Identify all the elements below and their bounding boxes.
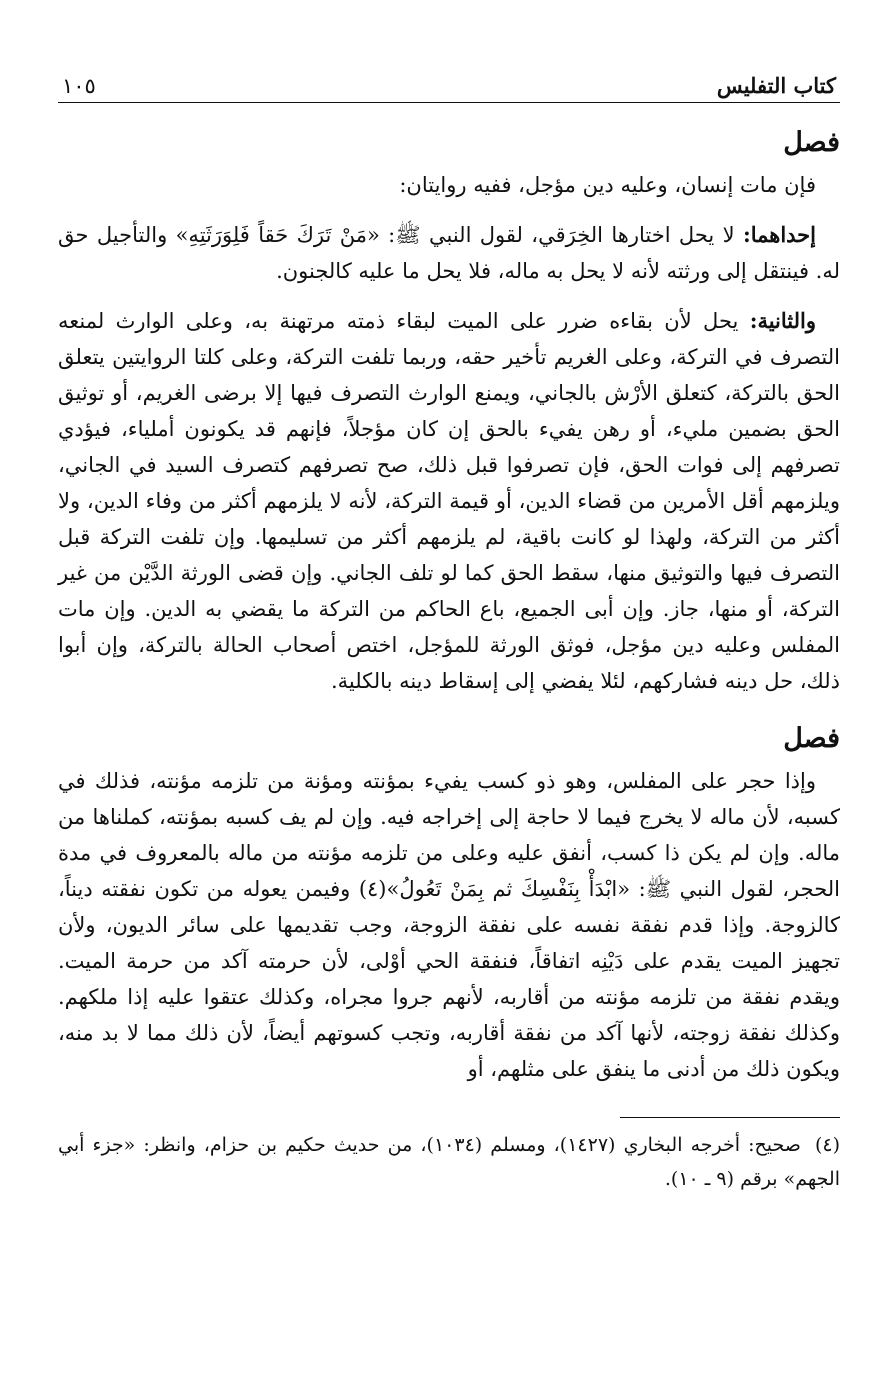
running-header [58, 56, 840, 103]
first-narration-text: لا يحل اختارها الخِرَقي، لقول النبي ﷺ: «مَنْ تَرَكَ حَقاً فَلِوَرَثَتِهِ» والتأجيل حق له. فينتقل إلى ورثته لأنه لا يحل به ماله، فلا يحل ما عليه كالجنون. [58, 223, 840, 283]
running-title: كتاب التفليس [716, 73, 836, 98]
page-number: ١٠٥ [62, 74, 96, 98]
second-narration-lead: والثانية: [749, 308, 816, 333]
footnote-divider [620, 1117, 840, 1118]
first-narration-lead: إحداهما: [742, 222, 816, 247]
second-narration-text: يحل لأن بقاءه ضرر على الميت لبقاء ذمته مرتهنة به، وعلى الوارث لمنعه التصرف في التركة، وعلى الغريم تأخير حقه، وربما تلفت التركة، وعلى كلتا الروايتين يتعلق الحق بالتركة، كتعلق الأرْش بالجاني، ويمنع الوارث التصرف فيها إلا برضى الغريم، أو توثيق الحق بضمين مليء، أو رهن يفيء بالحق إن كان مؤجلاً، فإنهم قد يكونون أملياء، فيؤدي تصرفهم إلى فوات الحق، فإن تصرفوا قبل ذلك، صح تصرفهم كتصرف السيد في الجاني، ويلزمهم أقل الأمرين من قضاء الدين، أو قيمة التركة، لأنه لا يلزمهم أكثر من وفاء الدين، ولا أكثر من التركة، ولهذا لو كانت باقية، لم يلزمهم أكثر من تسليمها. وإن تلفت التركة قبل التصرف فيها والتوثيق منها، سقط الحق كما لو تلف الجاني. وإن قضى الورثة الدَّيْن من غير التركة، أو منها، جاز. وإن أبى الجميع، باع الحاكم من التركة ما يقضي به الدين. وإن مات المفلس وعليه دين مؤجل، فوثق الورثة للمؤجل، اختص أصحاب الحالة بالتركة، وإن أبوا ذلك، حل دينه فشاركهم، لئلا يفضي إلى إسقاط دينه بالكلية. [58, 309, 841, 693]
book-page [58, 56, 840, 1196]
section-heading: فصل [783, 723, 840, 754]
section-body: وإذا حجر على المفلس، وهو ذو كسب يفيء بمؤنته ومؤنة من تلزمه مؤنته، فذلك في كسبه، لأن ماله لا يخرج فيما لا حاجة إلى إخراجه فيه. وإن لم يف كسبه بمؤنته، كملناها من ماله. وإن لم يكن ذا كسب، أنفق عليه وعلى من تلزمه مؤنته من ماله بالمعروف في مدة الحجر، لقول النبي ﷺ: «ابْدَأْ بِنَفْسِكَ ثم بِمَنْ تَعُولُ»(٤) وفيمن يعوله من تكون نفقته ديناً، كالزوجة. وإذا قدم نفقة نفسه على نفقة الزوجة، وجب تقديمها على سائر الديون، ولأن تجهيز الميت يقدم على دَيْنِه اتفاقاً، فنفقة الحي أوْلى، لأن حرمته آكد من حرمة الميت. ويقدم نفقة من تلزمه مؤنته من أقاربه، لأنهم جروا مجراه، وكذلك عتقوا عليه إذا ملكهم. وكذلك نفقة زوجته، لأنها آكد من نفقة أقاربه، وتجب كسوتهم أيضاً، لأن ذلك مما لا بد منه، ويكون ذلك من أدنى ما ينفق على مثلهم، أو [58, 769, 840, 1081]
footnote [58, 1128, 840, 1196]
section-heading: فصل [783, 127, 840, 158]
paragraph-first-narration [58, 217, 840, 289]
paragraph-second-narration [58, 303, 840, 699]
footnote-text: صحيح: أخرجه البخاري (١٤٢٧)، ومسلم (١٠٣٤)، من حديث حكيم بن حزام، وانظر: «جزء أبي الجهم» برقم (٩ ـ ١٠). [58, 1134, 840, 1190]
footnote-number: (٤) [814, 1134, 841, 1156]
section-intro: فإن مات إنسان، وعليه دين مؤجل، ففيه روايتان: [399, 173, 816, 197]
